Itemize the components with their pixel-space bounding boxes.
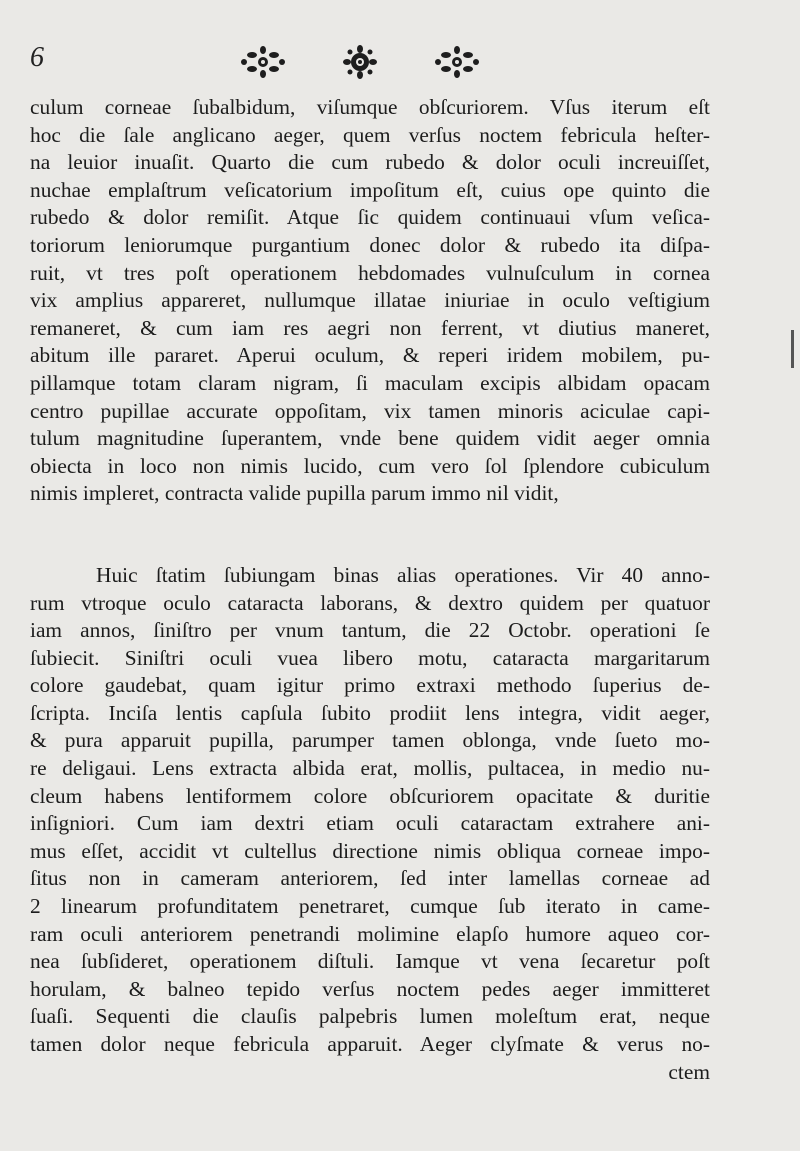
text-line: Huic ſtatim ſubiungam binas alias operationes. Vir 40 anno- <box>96 562 710 587</box>
rosette-ornament-icon <box>343 45 377 79</box>
text-line: ruit, vt tres poſt operationem hebdomades vulnuſculum in cornea <box>30 260 710 285</box>
text-line: nuchae emplaſtrum veſicatorium impoſitum eſt, cuius ope quinto die <box>30 177 710 202</box>
text-line: ſcripta. Inciſa lentis capſula ſubito prodiit lens integra, vidit aeger, <box>30 700 710 725</box>
text-line: obiecta in loco non nimis lucido, cum vero ſol ſplendore cubiculum <box>30 453 710 478</box>
text-line: ſuaſi. Sequenti die clauſis palpebris lumen moleſtum erat, neque <box>30 1004 710 1029</box>
text-line: nea ſubſideret, operationem diſtuli. Iamque vt vena ſecaretur poſt <box>30 949 710 974</box>
text-line: re deligaui. Lens extracta albida erat, mollis, pultacea, in medio nu- <box>30 756 710 781</box>
text-line: iam annos, ſiniſtro per vnum tantum, die 22 Octobr. operationi ſe <box>30 618 710 643</box>
text-line: & pura apparuit pupilla, parumper tamen oblonga, vnde ſueto mo- <box>30 728 710 753</box>
paragraph-2 <box>30 562 710 1059</box>
page-number: 6 <box>30 42 44 73</box>
text-line: rubedo & dolor remiſit. Atque ſic quidem continuaui vſum veſica- <box>30 205 710 230</box>
floral-ornament-icon <box>240 45 286 79</box>
text-line: na leuior inuaſit. Quarto die cum rubedo & dolor oculi increuiſſet, <box>30 150 710 175</box>
text-line: 2 linearum profunditatem penetraret, cumque ſub iterato in came- <box>30 894 710 919</box>
catchword: ctem <box>668 1059 710 1084</box>
text-line: remaneret, & cum iam res aegri non ferrent, vt diutius maneret, <box>30 315 710 340</box>
text-line: ſitus non in cameram anteriorem, ſed inter lamellas corneae ad <box>30 866 710 891</box>
text-line: inſigniori. Cum iam dextri etiam oculi cataractam extrahere ani- <box>30 811 710 836</box>
text-line: hoc die ſale anglicano aeger, quem verſus noctem febricula heſter- <box>30 122 710 147</box>
text-line: culum corneae ſubalbidum, viſumque obſcuriorem. Vſus iterum eſt <box>30 95 710 119</box>
text-line: tamen dolor neque febricula apparuit. Aeger clyſmate & verus no- <box>30 1032 710 1056</box>
text-line: cleum habens lentiformem colore obſcuriorem opacitate & duritie <box>30 783 710 808</box>
body-text <box>30 94 710 1086</box>
text-line: pillamque totam claram nigram, ſi maculam excipis albidam opacam <box>30 370 710 395</box>
paragraph-1 <box>30 94 710 508</box>
text-line: horulam, & balneo tepido verſus noctem pedes aeger immitteret <box>30 976 710 1001</box>
text-line: toriorum leniorumque purgantium donec dolor & rubedo ita diſpa- <box>30 232 710 257</box>
header-ornaments <box>240 42 480 82</box>
text-line: abitum ille pararet. Aperui oculum, & reperi iridem mobilem, pu- <box>30 343 710 368</box>
text-line: ram oculi anteriorem penetrandi molimine elapſo humore aqueo cor- <box>30 921 710 946</box>
floral-ornament-icon <box>434 45 480 79</box>
text-line: colore gaudebat, quam igitur primo extraxi methodo ſuperius de- <box>30 673 710 698</box>
text-line: tulum magnitudine ſuperantem, vnde bene quidem vidit aeger omnia <box>30 426 710 451</box>
paragraph-gap <box>30 508 710 562</box>
text-line: ſubiecit. Siniſtri oculi vuea libero motu, cataracta margaritarum <box>30 645 710 670</box>
text-line: centro pupillae accurate oppoſitam, vix tamen minoris aciculae capi- <box>30 398 710 423</box>
page-edge-mark <box>791 330 794 368</box>
text-line: nimis impleret, contracta valide pupilla parum immo nil vidit, <box>30 481 559 506</box>
text-line: mus eſſet, accidit vt cultellus directione nimis obliqua corneae impo- <box>30 838 710 863</box>
text-line: rum vtroque oculo cataracta laborans, & dextro quidem per quatuor <box>30 590 710 615</box>
text-line: vix amplius appareret, nullumque illatae iniuriae in oculo veſtigium <box>30 288 710 313</box>
